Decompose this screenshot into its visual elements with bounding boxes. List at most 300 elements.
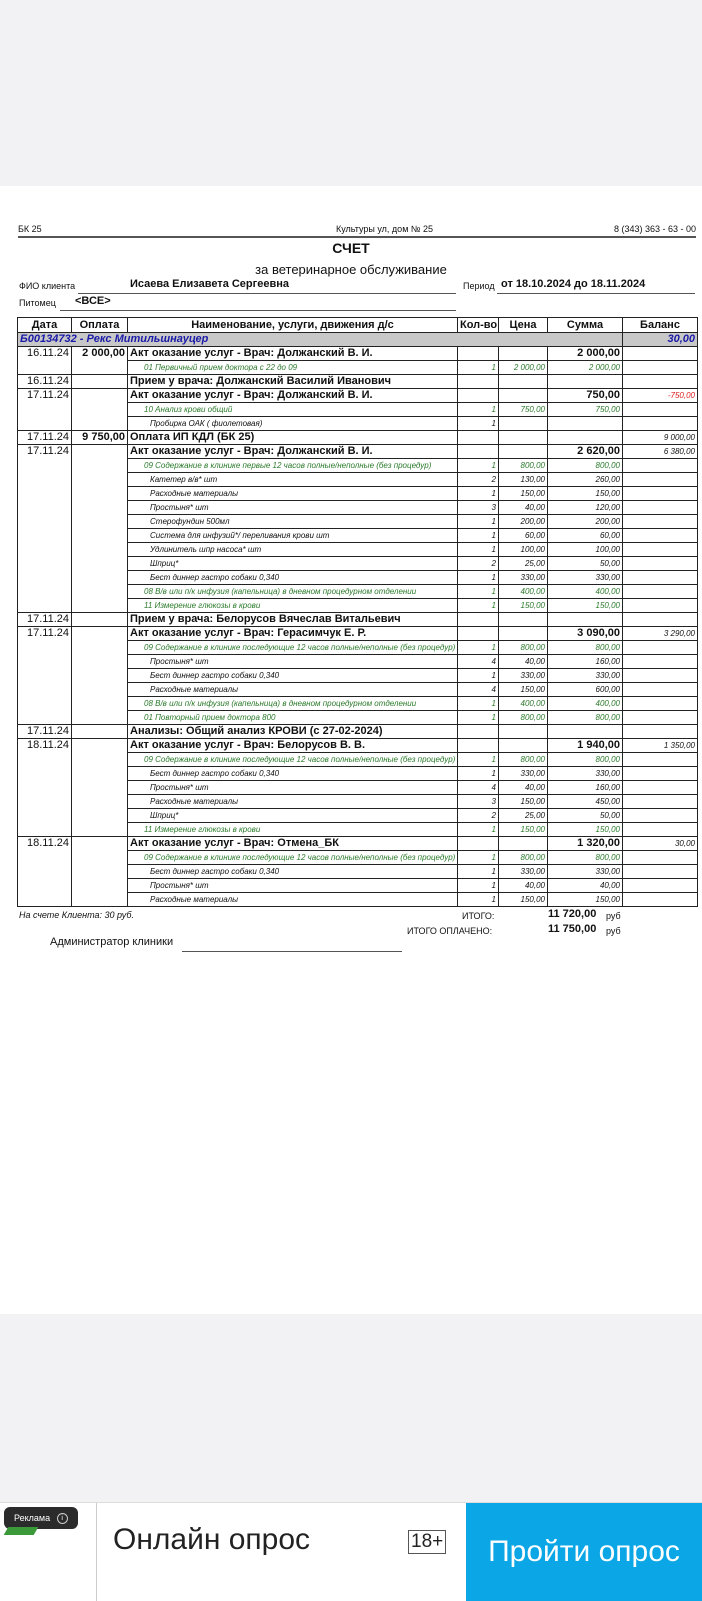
row-payment-empty bbox=[72, 501, 128, 515]
pet-group-row bbox=[18, 333, 698, 347]
row-balance-empty bbox=[623, 529, 698, 543]
pet-underline bbox=[60, 310, 456, 311]
row-payment-empty bbox=[72, 683, 128, 697]
service-sum: 50,00 bbox=[548, 557, 623, 571]
service-line-row bbox=[18, 683, 698, 697]
row-date: 16.11.24 bbox=[18, 347, 72, 361]
row-balance: 3 290,00 bbox=[623, 627, 698, 641]
row-sum: 1 320,00 bbox=[548, 837, 623, 851]
service-qty: 1 bbox=[458, 571, 499, 585]
ad-logo-icon bbox=[4, 1527, 39, 1535]
row-date: 18.11.24 bbox=[18, 837, 72, 851]
column-header: Цена bbox=[499, 318, 548, 333]
service-line-row bbox=[18, 515, 698, 529]
service-price: 800,00 bbox=[499, 851, 548, 865]
row-payment bbox=[72, 837, 128, 851]
service-price: 800,00 bbox=[499, 641, 548, 655]
ad-headline[interactable]: Онлайн опрос bbox=[113, 1523, 311, 1556]
service-name: Шприц* bbox=[128, 557, 458, 571]
row-date-empty bbox=[18, 795, 72, 809]
paid-currency: руб bbox=[606, 926, 621, 936]
service-sum: 330,00 bbox=[548, 669, 623, 683]
service-qty: 1 bbox=[458, 361, 499, 375]
row-balance-empty bbox=[623, 473, 698, 487]
pet-group-label: Б00134732 - Рекс Митильшнауцер bbox=[18, 333, 623, 347]
row-balance-empty bbox=[623, 641, 698, 655]
row-date-empty bbox=[18, 501, 72, 515]
service-sum: 400,00 bbox=[548, 697, 623, 711]
service-sum: 50,00 bbox=[548, 809, 623, 823]
service-price bbox=[499, 417, 548, 431]
service-sum: 120,00 bbox=[548, 501, 623, 515]
service-name: 01 Первичный прием доктора с 22 до 09 bbox=[128, 361, 458, 375]
total-value: 11 720,00 bbox=[548, 908, 597, 920]
row-date: 17.11.24 bbox=[18, 613, 72, 627]
row-payment-empty bbox=[72, 543, 128, 557]
row-price bbox=[499, 739, 548, 753]
service-price: 800,00 bbox=[499, 753, 548, 767]
row-price bbox=[499, 613, 548, 627]
service-qty: 2 bbox=[458, 809, 499, 823]
service-line-row bbox=[18, 585, 698, 599]
row-payment-empty bbox=[72, 361, 128, 375]
service-sum: 150,00 bbox=[548, 487, 623, 501]
row-sum: 1 940,00 bbox=[548, 739, 623, 753]
row-price bbox=[499, 627, 548, 641]
row-balance-empty bbox=[623, 823, 698, 837]
service-sum: 100,00 bbox=[548, 543, 623, 557]
branch-name: БК 25 bbox=[18, 224, 42, 234]
row-payment-empty bbox=[72, 823, 128, 837]
table-row bbox=[18, 627, 698, 641]
column-header: Сумма bbox=[548, 318, 623, 333]
row-date-empty bbox=[18, 403, 72, 417]
service-line-row bbox=[18, 823, 698, 837]
service-name: Расходные материалы bbox=[128, 893, 458, 907]
row-price bbox=[499, 375, 548, 389]
service-sum: 600,00 bbox=[548, 683, 623, 697]
row-date-empty bbox=[18, 361, 72, 375]
service-name: 09 Содержание в клинике последующие 12 часов полные/неполные (без процедур) bbox=[128, 641, 458, 655]
row-description: Акт оказание услуг - Врач: Должанский В. И. bbox=[128, 445, 458, 459]
service-name: Простыня* шт bbox=[128, 879, 458, 893]
service-price: 150,00 bbox=[499, 487, 548, 501]
row-description: Акт оказание услуг - Врач: Должанский В. И. bbox=[128, 347, 458, 361]
invoice-title: СЧЕТ bbox=[332, 240, 370, 256]
row-sum bbox=[548, 431, 623, 445]
invoice-table bbox=[17, 317, 698, 907]
invoice-subtitle: за ветеринарное обслуживание bbox=[255, 262, 447, 277]
service-name: Стерофундин 500мл bbox=[128, 515, 458, 529]
service-qty: 4 bbox=[458, 683, 499, 697]
row-sum bbox=[548, 725, 623, 739]
row-date: 17.11.24 bbox=[18, 725, 72, 739]
service-qty: 1 bbox=[458, 823, 499, 837]
row-date-empty bbox=[18, 697, 72, 711]
service-sum: 150,00 bbox=[548, 893, 623, 907]
service-price: 40,00 bbox=[499, 501, 548, 515]
service-name: Бест диннер гастро собаки 0,340 bbox=[128, 865, 458, 879]
age-rating-badge: 18+ bbox=[408, 1530, 446, 1554]
service-qty: 1 bbox=[458, 459, 499, 473]
table-header-row bbox=[18, 318, 698, 333]
service-price: 40,00 bbox=[499, 781, 548, 795]
row-payment-empty bbox=[72, 753, 128, 767]
row-payment bbox=[72, 739, 128, 753]
service-name: Простыня* шт bbox=[128, 781, 458, 795]
service-price: 330,00 bbox=[499, 767, 548, 781]
service-qty: 1 bbox=[458, 529, 499, 543]
row-sum bbox=[548, 613, 623, 627]
service-name: 09 Содержание в клинике последующие 12 часов полные/неполные (без процедур) bbox=[128, 851, 458, 865]
service-line-row bbox=[18, 417, 698, 431]
service-sum: 330,00 bbox=[548, 767, 623, 781]
row-payment-empty bbox=[72, 893, 128, 907]
service-sum: 800,00 bbox=[548, 753, 623, 767]
table-row bbox=[18, 613, 698, 627]
row-qty bbox=[458, 627, 499, 641]
row-description: Акт оказание услуг - Врач: Отмена_БК bbox=[128, 837, 458, 851]
row-balance-empty bbox=[623, 809, 698, 823]
service-qty: 1 bbox=[458, 865, 499, 879]
row-sum: 2 000,00 bbox=[548, 347, 623, 361]
row-price bbox=[499, 725, 548, 739]
service-sum: 160,00 bbox=[548, 655, 623, 669]
service-sum: 2 000,00 bbox=[548, 361, 623, 375]
service-line-row bbox=[18, 599, 698, 613]
row-payment-empty bbox=[72, 865, 128, 879]
service-qty: 1 bbox=[458, 599, 499, 613]
service-name: Пробирка ОАК ( фиолетовая) bbox=[128, 417, 458, 431]
row-description: Акт оказание услуг - Врач: Белорусов В. В. bbox=[128, 739, 458, 753]
service-name: Простыня* шт bbox=[128, 655, 458, 669]
service-price: 150,00 bbox=[499, 893, 548, 907]
row-balance-empty bbox=[623, 543, 698, 557]
service-sum bbox=[548, 417, 623, 431]
service-line-row bbox=[18, 767, 698, 781]
row-payment: 2 000,00 bbox=[72, 347, 128, 361]
service-price: 150,00 bbox=[499, 795, 548, 809]
service-qty: 1 bbox=[458, 585, 499, 599]
client-name: Исаева Елизавета Сергеевна bbox=[130, 278, 289, 290]
row-payment bbox=[72, 613, 128, 627]
service-name: 09 Содержание в клинике последующие 12 часов полные/неполные (без процедур) bbox=[128, 753, 458, 767]
service-line-row bbox=[18, 795, 698, 809]
admin-label: Администратор клиники bbox=[50, 936, 174, 948]
row-description: Анализы: Общий анализ КРОВИ (с 27-02-2024) bbox=[128, 725, 458, 739]
service-sum: 200,00 bbox=[548, 515, 623, 529]
invoice-document bbox=[0, 186, 702, 1314]
row-payment-empty bbox=[72, 655, 128, 669]
row-payment-empty bbox=[72, 851, 128, 865]
row-payment-empty bbox=[72, 809, 128, 823]
row-balance-empty bbox=[623, 599, 698, 613]
row-payment-empty bbox=[72, 571, 128, 585]
service-price: 750,00 bbox=[499, 403, 548, 417]
row-balance-empty bbox=[623, 403, 698, 417]
row-balance bbox=[623, 375, 698, 389]
service-sum: 150,00 bbox=[548, 823, 623, 837]
table-row bbox=[18, 837, 698, 851]
service-line-row bbox=[18, 487, 698, 501]
service-sum: 260,00 bbox=[548, 473, 623, 487]
row-date-empty bbox=[18, 879, 72, 893]
service-name: 08 В/в или п/к инфузия (капельница) в дневном процедурном отделении bbox=[128, 697, 458, 711]
service-name: 09 Содержание в клинике первые 12 часов полные/неполные (без процедур) bbox=[128, 459, 458, 473]
admin-signature-line bbox=[182, 951, 402, 952]
row-balance-empty bbox=[623, 753, 698, 767]
row-date: 16.11.24 bbox=[18, 375, 72, 389]
table-row bbox=[18, 389, 698, 403]
service-line-row bbox=[18, 473, 698, 487]
clinic-phone: 8 (343) 363 - 63 - 00 bbox=[613, 224, 696, 234]
clinic-address: Культуры ул, дом № 25 bbox=[336, 224, 434, 234]
row-payment bbox=[72, 445, 128, 459]
row-date: 17.11.24 bbox=[18, 445, 72, 459]
row-date-empty bbox=[18, 641, 72, 655]
service-line-row bbox=[18, 879, 698, 893]
row-date-empty bbox=[18, 711, 72, 725]
row-payment-empty bbox=[72, 781, 128, 795]
total-label: ИТОГО: bbox=[462, 911, 495, 921]
service-price: 40,00 bbox=[499, 655, 548, 669]
row-date-empty bbox=[18, 543, 72, 557]
row-balance-empty bbox=[623, 557, 698, 571]
row-qty bbox=[458, 613, 499, 627]
service-price: 60,00 bbox=[499, 529, 548, 543]
row-payment-empty bbox=[72, 767, 128, 781]
row-payment-empty bbox=[72, 669, 128, 683]
service-sum: 150,00 bbox=[548, 599, 623, 613]
row-sum: 2 620,00 bbox=[548, 445, 623, 459]
client-label: ФИО клиента bbox=[19, 281, 76, 291]
service-qty: 1 bbox=[458, 697, 499, 711]
service-qty: 2 bbox=[458, 473, 499, 487]
service-line-row bbox=[18, 641, 698, 655]
service-name: Расходные материалы bbox=[128, 795, 458, 809]
row-sum bbox=[548, 375, 623, 389]
row-payment bbox=[72, 375, 128, 389]
paid-value: 11 750,00 bbox=[548, 923, 597, 935]
row-date-empty bbox=[18, 865, 72, 879]
invoice-header-line bbox=[18, 224, 696, 238]
row-payment-empty bbox=[72, 487, 128, 501]
service-line-row bbox=[18, 669, 698, 683]
service-price: 330,00 bbox=[499, 571, 548, 585]
row-date-empty bbox=[18, 781, 72, 795]
row-date-empty bbox=[18, 893, 72, 907]
table-row bbox=[18, 347, 698, 361]
row-date-empty bbox=[18, 809, 72, 823]
row-balance-empty bbox=[623, 487, 698, 501]
service-price: 400,00 bbox=[499, 585, 548, 599]
table-row bbox=[18, 445, 698, 459]
service-price: 800,00 bbox=[499, 711, 548, 725]
service-qty: 3 bbox=[458, 795, 499, 809]
service-price: 150,00 bbox=[499, 599, 548, 613]
row-payment bbox=[72, 627, 128, 641]
service-sum: 800,00 bbox=[548, 711, 623, 725]
row-payment-empty bbox=[72, 515, 128, 529]
service-sum: 750,00 bbox=[548, 403, 623, 417]
service-price: 150,00 bbox=[499, 823, 548, 837]
column-header: Баланс bbox=[623, 318, 698, 333]
service-price: 330,00 bbox=[499, 865, 548, 879]
row-date-empty bbox=[18, 767, 72, 781]
service-line-row bbox=[18, 543, 698, 557]
take-survey-button[interactable]: Пройти опрос bbox=[466, 1503, 702, 1601]
row-payment-empty bbox=[72, 711, 128, 725]
service-qty: 2 bbox=[458, 557, 499, 571]
service-line-row bbox=[18, 781, 698, 795]
table-row bbox=[18, 725, 698, 739]
service-sum: 330,00 bbox=[548, 865, 623, 879]
row-date-empty bbox=[18, 529, 72, 543]
row-payment: 9 750,00 bbox=[72, 431, 128, 445]
row-balance-empty bbox=[623, 515, 698, 529]
service-price: 150,00 bbox=[499, 683, 548, 697]
client-account-balance: На счете Клиента: 30 руб. bbox=[19, 910, 134, 920]
service-name: Бест диннер гастро собаки 0,340 bbox=[128, 571, 458, 585]
row-payment-empty bbox=[72, 473, 128, 487]
row-balance-empty bbox=[623, 893, 698, 907]
ad-banner[interactable] bbox=[0, 1502, 702, 1601]
row-price bbox=[499, 837, 548, 851]
service-line-row bbox=[18, 529, 698, 543]
period-value: от 18.10.2024 до 18.11.2024 bbox=[501, 278, 646, 290]
service-price: 100,00 bbox=[499, 543, 548, 557]
service-name: 11 Измерение глюкозы в крови bbox=[128, 823, 458, 837]
service-sum: 450,00 bbox=[548, 795, 623, 809]
pet-value: <ВСЕ> bbox=[75, 295, 111, 307]
service-price: 800,00 bbox=[499, 459, 548, 473]
row-date-empty bbox=[18, 417, 72, 431]
service-sum: 400,00 bbox=[548, 585, 623, 599]
service-name: Шприц* bbox=[128, 809, 458, 823]
service-qty: 1 bbox=[458, 543, 499, 557]
service-line-row bbox=[18, 753, 698, 767]
service-name: Система для инфузий*/ переливания крови шт bbox=[128, 529, 458, 543]
row-payment-empty bbox=[72, 585, 128, 599]
row-payment-empty bbox=[72, 697, 128, 711]
row-balance bbox=[623, 613, 698, 627]
service-name: Простыня* шт bbox=[128, 501, 458, 515]
service-line-row bbox=[18, 851, 698, 865]
row-date-empty bbox=[18, 515, 72, 529]
service-line-row bbox=[18, 865, 698, 879]
row-payment-empty bbox=[72, 403, 128, 417]
service-sum: 40,00 bbox=[548, 879, 623, 893]
info-icon[interactable]: i bbox=[57, 1513, 68, 1524]
row-sum: 750,00 bbox=[548, 389, 623, 403]
ad-badge[interactable] bbox=[4, 1507, 78, 1529]
row-balance-empty bbox=[623, 865, 698, 879]
row-date: 17.11.24 bbox=[18, 627, 72, 641]
total-currency: руб bbox=[606, 911, 621, 921]
service-price: 25,00 bbox=[499, 557, 548, 571]
service-line-row bbox=[18, 809, 698, 823]
row-balance-empty bbox=[623, 501, 698, 515]
row-date-empty bbox=[18, 585, 72, 599]
service-name: 01 Повторный прием доктора 800 bbox=[128, 711, 458, 725]
service-price: 330,00 bbox=[499, 669, 548, 683]
row-payment bbox=[72, 389, 128, 403]
service-qty: 1 bbox=[458, 767, 499, 781]
row-balance-empty bbox=[623, 655, 698, 669]
row-date-empty bbox=[18, 851, 72, 865]
row-balance-empty bbox=[623, 571, 698, 585]
service-qty: 4 bbox=[458, 781, 499, 795]
row-date-empty bbox=[18, 459, 72, 473]
row-date-empty bbox=[18, 599, 72, 613]
service-qty: 1 bbox=[458, 893, 499, 907]
service-name: Удлинитель шпр насоса* шт bbox=[128, 543, 458, 557]
service-line-row bbox=[18, 459, 698, 473]
service-qty: 1 bbox=[458, 515, 499, 529]
row-balance-empty bbox=[623, 697, 698, 711]
row-payment-empty bbox=[72, 879, 128, 893]
row-date: 18.11.24 bbox=[18, 739, 72, 753]
row-payment-empty bbox=[72, 795, 128, 809]
row-payment-empty bbox=[72, 641, 128, 655]
row-date-empty bbox=[18, 557, 72, 571]
row-balance: 9 000,00 bbox=[623, 431, 698, 445]
ad-image[interactable] bbox=[0, 1503, 97, 1601]
service-sum: 800,00 bbox=[548, 459, 623, 473]
service-line-row bbox=[18, 697, 698, 711]
client-underline bbox=[78, 293, 456, 294]
row-balance-empty bbox=[623, 459, 698, 473]
service-name: Расходные материалы bbox=[128, 487, 458, 501]
service-line-row bbox=[18, 655, 698, 669]
row-balance-empty bbox=[623, 879, 698, 893]
service-sum: 330,00 bbox=[548, 571, 623, 585]
service-qty: 1 bbox=[458, 403, 499, 417]
row-description: Прием у врача: Белорусов Вячеслав Витальевич bbox=[128, 613, 458, 627]
service-line-row bbox=[18, 361, 698, 375]
service-name: Бест диннер гастро собаки 0,340 bbox=[128, 669, 458, 683]
service-qty: 1 bbox=[458, 417, 499, 431]
service-sum: 800,00 bbox=[548, 641, 623, 655]
service-sum: 60,00 bbox=[548, 529, 623, 543]
column-header: Наименование, услуги, движения д/с bbox=[128, 318, 458, 333]
service-qty: 1 bbox=[458, 753, 499, 767]
row-description: Прием у врача: Должанский Василий Иванович bbox=[128, 375, 458, 389]
service-price: 200,00 bbox=[499, 515, 548, 529]
service-price: 2 000,00 bbox=[499, 361, 548, 375]
service-line-row bbox=[18, 893, 698, 907]
row-qty bbox=[458, 389, 499, 403]
paid-label: ИТОГО ОПЛАЧЕНО: bbox=[407, 926, 493, 936]
row-balance-empty bbox=[623, 683, 698, 697]
service-price: 25,00 bbox=[499, 809, 548, 823]
service-qty: 1 bbox=[458, 669, 499, 683]
column-header: Оплата bbox=[72, 318, 128, 333]
row-qty bbox=[458, 431, 499, 445]
row-payment-empty bbox=[72, 417, 128, 431]
service-qty: 1 bbox=[458, 879, 499, 893]
row-qty bbox=[458, 725, 499, 739]
row-price bbox=[499, 347, 548, 361]
row-description: Акт оказание услуг - Врач: Должанский В. И. bbox=[128, 389, 458, 403]
row-date-empty bbox=[18, 669, 72, 683]
row-date-empty bbox=[18, 823, 72, 837]
row-date: 17.11.24 bbox=[18, 389, 72, 403]
ad-badge-label: Реклама bbox=[14, 1513, 51, 1523]
service-price: 40,00 bbox=[499, 879, 548, 893]
service-qty: 4 bbox=[458, 655, 499, 669]
service-name: Катетер в/в* шт bbox=[128, 473, 458, 487]
